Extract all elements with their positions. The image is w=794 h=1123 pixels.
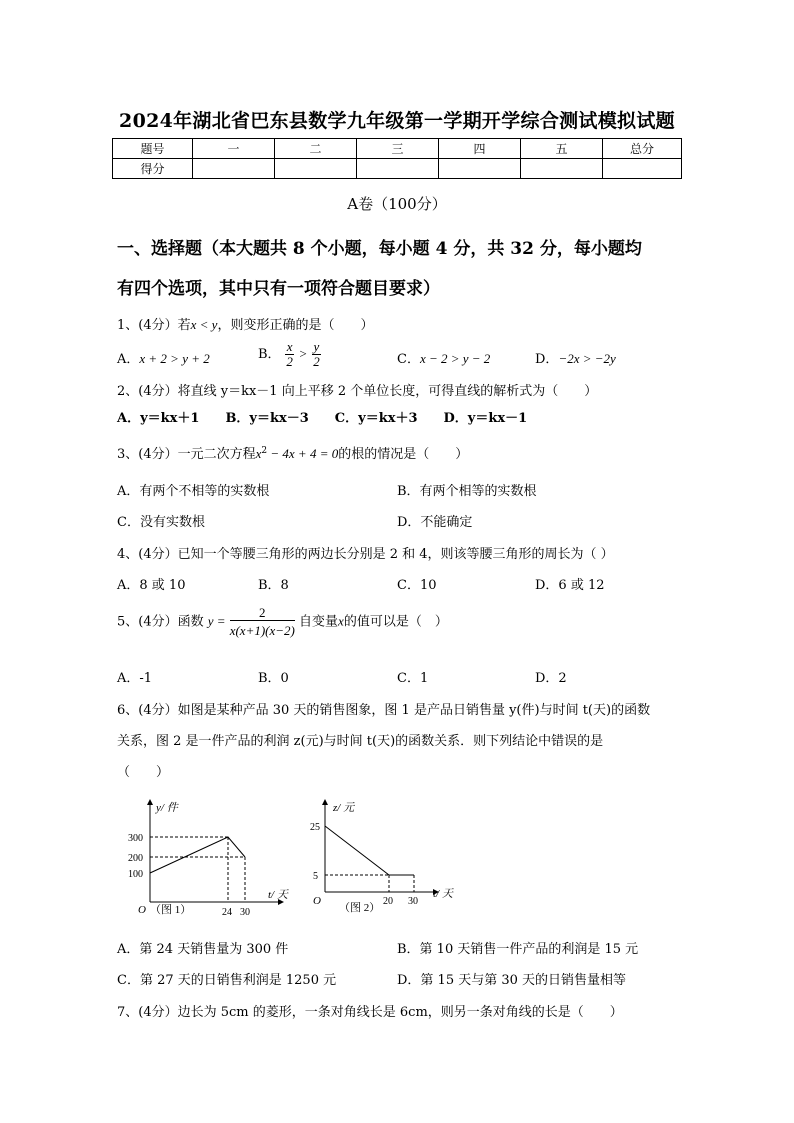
y-tick-label: 300 <box>128 833 143 844</box>
q1-option-a <box>117 348 210 367</box>
fraction-denominator: x(x+1)(x−2) <box>229 623 295 638</box>
score-cell <box>603 159 682 179</box>
question-5 <box>117 606 448 638</box>
q1-option-c <box>397 348 490 367</box>
q5-option-d: D．2 <box>535 671 567 686</box>
fraction-denominator: 2 <box>313 354 320 369</box>
option-label: D． <box>535 352 559 367</box>
y-tick-label: 5 <box>313 871 318 882</box>
y-axis-arrow <box>147 799 153 805</box>
q3-suffix: 的根的情况是（ ） <box>338 447 469 462</box>
profit-line <box>325 826 414 875</box>
origin-label: O <box>313 895 321 907</box>
q3-equation-superscript: 2 <box>261 446 268 456</box>
q3-option-d: D．不能确定 <box>397 515 473 530</box>
q5-option-c: C．1 <box>397 671 429 686</box>
q5-function-lhs: y = <box>207 613 226 629</box>
fraction <box>312 340 322 369</box>
fraction-denominator: 2 <box>286 354 293 369</box>
question-4: 4、(4分）已知一个等腰三角形的两边长分别是 2 和 4，则该等腰三角形的周长为（ ） <box>117 547 614 562</box>
score-table-header-row <box>113 139 682 159</box>
x-tick-label: 24 <box>222 907 232 918</box>
option-label: B． <box>258 347 281 362</box>
question-1 <box>117 314 373 333</box>
q3-option-a: A．有两个不相等的实数根 <box>117 484 270 499</box>
score-header-cell: 四 <box>439 139 521 159</box>
score-cell <box>357 159 439 179</box>
y-tick-label: 25 <box>310 822 320 833</box>
q1-prefix: 1、(4分）若 <box>117 318 191 333</box>
q5-option-b: B．0 <box>258 671 289 686</box>
score-header-cell: 五 <box>521 139 603 159</box>
score-row-label: 得分 <box>113 159 193 179</box>
score-cell <box>521 159 603 179</box>
option-math: −2x > −2y <box>558 351 616 366</box>
q4-option-a: A．8 或 10 <box>117 578 186 593</box>
y-tick-label: 100 <box>128 869 143 880</box>
score-cell <box>275 159 357 179</box>
option-math: x − 2 > y − 2 <box>419 351 491 366</box>
x-axis-label: t/ 天 <box>433 888 453 900</box>
y-axis-arrow <box>322 799 328 805</box>
option-math: x + 2 > y + 2 <box>139 351 210 366</box>
fraction-numerator: 2 <box>230 606 295 621</box>
q5-prefix: 5、(4分）函数 <box>117 614 204 630</box>
option-label: A． <box>117 352 140 367</box>
q4-option-b: B．8 <box>258 578 289 593</box>
q4-option-d: D．6 或 12 <box>535 578 605 593</box>
section-heading-line1: 一、选择题（本大题共 8 个小题，每小题 4 分，共 32 分，每小题均 <box>117 239 642 259</box>
figure-caption: （图 2） <box>339 902 381 914</box>
score-cell <box>193 159 275 179</box>
q2-options: A．y＝kx＋1 B．y＝kx－3 C．y＝kx＋3 D．y＝kx－1 <box>117 411 528 426</box>
page-title: 2024年湖北省巴东县数学九年级第一学期开学综合测试模拟试题 <box>119 110 675 132</box>
score-header-cell: 题号 <box>113 139 193 159</box>
question-3 <box>117 443 468 462</box>
figure-2-profit-graph <box>305 795 480 920</box>
score-cell <box>439 159 521 179</box>
question-6-line3: （ ） <box>117 765 170 780</box>
q5-suffix: 的值可以是（ ） <box>343 614 448 630</box>
fraction-numerator: x <box>286 339 293 354</box>
volume-heading: A卷（100分） <box>347 195 447 213</box>
q1-suffix: ，则变形正确的是（ ） <box>217 318 374 333</box>
operator: > <box>298 346 308 361</box>
x-tick-label: 30 <box>408 896 418 907</box>
score-header-cell: 二 <box>275 139 357 159</box>
q6-option-b: B．第 10 天销售一件产品的利润是 15 元 <box>397 942 639 957</box>
question-2: 2、(4分）将直线 y＝kx－1 向上平移 2 个单位长度，可得直线的解析式为（ ） <box>117 384 598 399</box>
score-table <box>112 138 682 179</box>
score-header-cell: 总分 <box>603 139 682 159</box>
q1-condition: x < y <box>190 317 218 332</box>
origin-label: O <box>138 904 146 916</box>
q6-option-d: D．第 15 天与第 30 天的日销售量相等 <box>397 973 627 988</box>
x-axis-label: t/ 天 <box>268 889 288 901</box>
y-axis-label: y/ 件 <box>156 802 178 814</box>
q3-equation-base: x <box>255 446 262 461</box>
y-axis-label: z/ 元 <box>333 802 355 814</box>
score-header-cell: 一 <box>193 139 275 159</box>
q1-option-b <box>258 340 321 369</box>
q6-option-c: C．第 27 天的日销售利润是 1250 元 <box>117 973 337 988</box>
q3-equation-rest: − 4x + 4 = 0 <box>267 446 339 461</box>
q5-mid: 自变量 <box>299 614 339 630</box>
q3-prefix: 3、(4分）一元二次方程 <box>117 447 256 462</box>
q3-option-c: C．没有实数根 <box>117 515 205 530</box>
question-6-line1: 6、(4分）如图是某种产品 30 天的销售图象，图 1 是产品日销售量 y(件)与时间 t(天)的函数 <box>117 703 651 718</box>
q5-option-a: A．-1 <box>117 671 153 686</box>
question-7: 7、(4分）边长为 5cm 的菱形，一条对角线长是 6cm，则另一条对角线的长是（ ） <box>117 1005 623 1020</box>
q5-variable: x <box>338 613 344 629</box>
q6-option-a: A．第 24 天销售量为 300 件 <box>117 942 289 957</box>
question-6-line2: 关系，图 2 是一件产品的利润 z(元)与时间 t(天)的函数关系．则下列结论中错误的是 <box>117 734 604 749</box>
y-tick-label: 200 <box>128 853 143 864</box>
figure-1-sales-volume-graph <box>120 795 295 920</box>
q1-option-d <box>535 348 616 367</box>
fraction <box>285 340 295 369</box>
q5-fraction <box>230 606 295 638</box>
fraction-numerator: y <box>313 339 320 354</box>
sales-line <box>150 837 245 873</box>
q4-option-c: C．10 <box>397 578 437 593</box>
score-header-cell: 三 <box>357 139 439 159</box>
score-table-score-row <box>113 159 682 179</box>
option-label: C． <box>397 352 420 367</box>
x-tick-label: 30 <box>240 907 250 918</box>
section-heading-line2: 有四个选项，其中只有一项符合题目要求） <box>117 279 440 299</box>
q3-option-b: B．有两个相等的实数根 <box>397 484 537 499</box>
figure-caption: （图 1） <box>150 904 192 916</box>
x-tick-label: 20 <box>383 896 393 907</box>
